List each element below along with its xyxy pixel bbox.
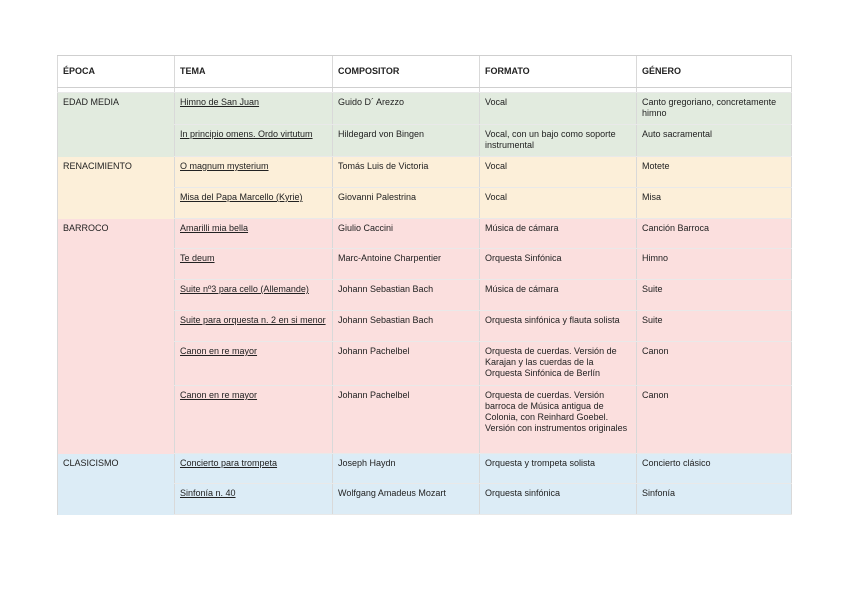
table-row [58, 280, 792, 311]
theme-link[interactable]: Canon en re mayor [180, 346, 258, 356]
header-genre: GÉNERO [637, 56, 792, 88]
format-cell: Vocal, con un bajo como soporte instrumental [480, 125, 637, 157]
genre-cell: Canción Barroca [637, 219, 792, 249]
genre-cell: Auto sacramental [637, 125, 792, 157]
table-row [58, 311, 792, 342]
genre-cell: Motete [637, 157, 792, 188]
music-table [57, 55, 792, 515]
table-row [58, 386, 792, 454]
table-row [58, 484, 792, 515]
theme-link[interactable]: Himno de San Juan [180, 97, 260, 107]
epoch-cell [58, 249, 175, 280]
genre-cell: Sinfonía [637, 484, 792, 515]
table-row [58, 125, 792, 157]
genre-cell: Misa [637, 188, 792, 219]
composer-cell: Hildegard von Bingen [333, 125, 480, 157]
epoch-cell [58, 342, 175, 386]
format-cell: Vocal [480, 188, 637, 219]
composer-cell: Wolfgang Amadeus Mozart [333, 484, 480, 515]
epoch-cell [58, 311, 175, 342]
epoch-cell [58, 188, 175, 219]
table-row [58, 249, 792, 280]
theme-link[interactable]: Concierto para trompeta [180, 458, 278, 468]
table-row [58, 342, 792, 386]
epoch-cell: RENACIMIENTO [58, 157, 175, 188]
theme-cell [175, 386, 333, 454]
composer-cell: Marc-Antoine Charpentier [333, 249, 480, 280]
theme-cell [175, 93, 333, 125]
format-cell: Orquesta Sinfónica [480, 249, 637, 280]
theme-cell [175, 342, 333, 386]
table-header-row [58, 56, 792, 88]
theme-link[interactable]: In principio omens. Ordo virtutum [180, 129, 313, 139]
composer-cell: Giovanni Palestrina [333, 188, 480, 219]
theme-link[interactable]: Sinfonía n. 40 [180, 488, 236, 498]
header-format: FORMATO [480, 56, 637, 88]
format-cell: Vocal [480, 93, 637, 125]
epoch-cell [58, 280, 175, 311]
theme-cell [175, 125, 333, 157]
theme-link[interactable]: Te deum [180, 253, 215, 263]
epoch-cell [58, 386, 175, 454]
genre-cell: Himno [637, 249, 792, 280]
table-row [58, 157, 792, 188]
theme-link[interactable]: Amarilli mia bella [180, 223, 249, 233]
table-row [58, 93, 792, 125]
format-cell: Orquesta de cuerdas. Versión barroca de Música antigua de Colonia, con Reinhard Goebel. Versión con instrumentos originales [480, 386, 637, 454]
theme-link[interactable]: Misa del Papa Marcello (Kyrie) [180, 192, 303, 202]
theme-link[interactable]: O magnum mysterium [180, 161, 269, 171]
genre-cell: Concierto clásico [637, 454, 792, 484]
theme-cell [175, 280, 333, 311]
header-composer: COMPOSITOR [333, 56, 480, 88]
composer-cell: Giulio Caccini [333, 219, 480, 249]
theme-cell [175, 188, 333, 219]
header-theme: TEMA [175, 56, 333, 88]
table-row [58, 454, 792, 484]
format-cell: Orquesta sinfónica [480, 484, 637, 515]
theme-cell [175, 454, 333, 484]
music-table-sheet [57, 55, 791, 515]
format-cell: Música de cámara [480, 280, 637, 311]
theme-cell [175, 484, 333, 515]
theme-cell [175, 157, 333, 188]
genre-cell: Suite [637, 280, 792, 311]
composer-cell: Guido D´ Arezzo [333, 93, 480, 125]
theme-link[interactable]: Suite para orquesta n. 2 en si menor [180, 315, 326, 325]
genre-cell: Canto gregoriano, concretamente himno [637, 93, 792, 125]
epoch-cell: EDAD MEDIA [58, 93, 175, 125]
theme-link[interactable]: Suite nº3 para cello (Allemande) [180, 284, 309, 294]
genre-cell: Suite [637, 311, 792, 342]
theme-cell [175, 219, 333, 249]
table-row [58, 188, 792, 219]
format-cell: Orquesta de cuerdas. Versión de Karajan y las cuerdas de la Orquesta Sinfónica de Berlín [480, 342, 637, 386]
table-row [58, 219, 792, 249]
header-epoch: ÉPOCA [58, 56, 175, 88]
composer-cell: Johann Pachelbel [333, 386, 480, 454]
genre-cell: Canon [637, 386, 792, 454]
format-cell: Música de cámara [480, 219, 637, 249]
format-cell: Orquesta y trompeta solista [480, 454, 637, 484]
composer-cell: Tomás Luis de Victoria [333, 157, 480, 188]
theme-link[interactable]: Canon en re mayor [180, 390, 258, 400]
format-cell: Orquesta sinfónica y flauta solista [480, 311, 637, 342]
theme-cell [175, 311, 333, 342]
epoch-cell [58, 484, 175, 515]
format-cell: Vocal [480, 157, 637, 188]
epoch-cell: CLASICISMO [58, 454, 175, 484]
theme-cell [175, 249, 333, 280]
genre-cell: Canon [637, 342, 792, 386]
composer-cell: Johann Sebastian Bach [333, 311, 480, 342]
epoch-cell: BARROCO [58, 219, 175, 249]
composer-cell: Johann Sebastian Bach [333, 280, 480, 311]
composer-cell: Joseph Haydn [333, 454, 480, 484]
composer-cell: Johann Pachelbel [333, 342, 480, 386]
epoch-cell [58, 125, 175, 157]
